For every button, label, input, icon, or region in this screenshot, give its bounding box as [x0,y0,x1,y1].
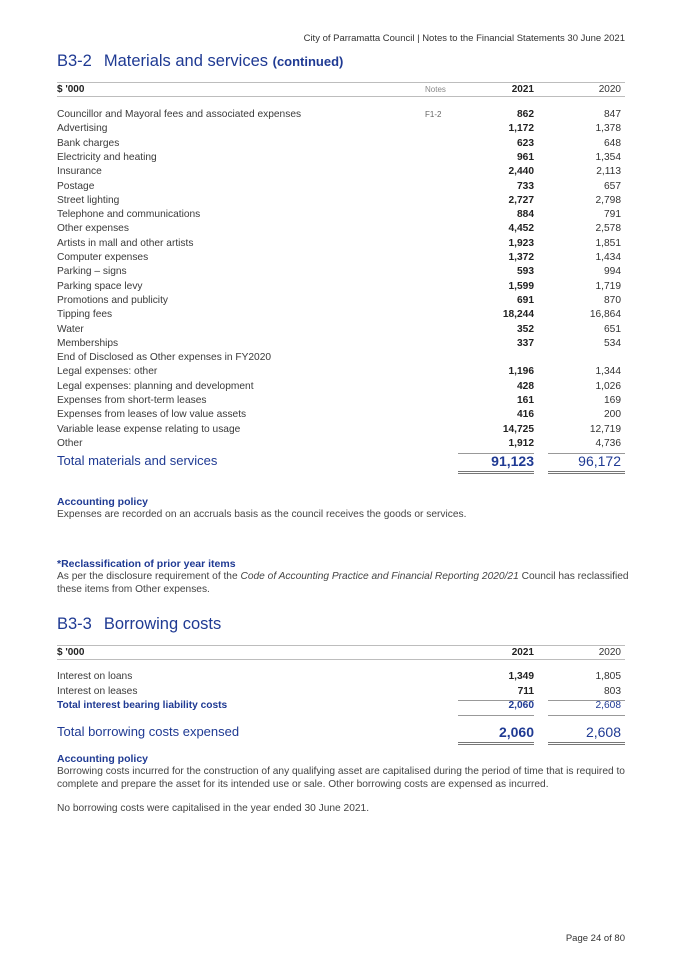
row-label: Street lighting [57,194,120,206]
table-row [57,365,625,379]
row-label: Expenses from leases of low value assets [57,409,247,421]
total-materials-row [57,453,625,471]
accounting-policy-text: Expenses are recorded on an accruals basis as the council receives the goods or services. [57,509,467,520]
row-label: Other [57,437,83,449]
row-label: Parking space levy [57,280,143,292]
row-value-2021: 2,440 [508,166,534,178]
subtotal-2020: 2,608 [595,700,621,711]
row-value-2020: 1,378 [595,123,621,135]
row-value-2020: 1,805 [595,671,621,682]
row-note: F1-2 [425,110,442,119]
row-label: Tipping fees [57,309,113,321]
table-row [57,308,625,322]
total-2021: 91,123 [491,453,534,469]
row-value-2021: 416 [517,409,534,421]
row-value-2021: 884 [517,209,534,221]
row-value-2020: 870 [604,294,621,306]
page-header: City of Parramatta Council | Notes to the Financial Statements 30 June 2021 [303,33,625,44]
row-label: Other expenses [57,223,129,235]
double-line-2021 [458,471,534,474]
table-row [57,394,625,408]
table-row [57,265,625,279]
double-line-2021 [458,742,534,745]
col-header-2021: 2021 [511,84,534,95]
row-value-2020: 1,851 [595,237,621,249]
total-2021: 2,060 [498,724,534,740]
table-row [57,222,625,236]
section-title-b3-3 [57,615,221,634]
col-header-2020: 2020 [598,647,621,658]
table-row [57,122,625,136]
row-label: Artists in mall and other artists [57,237,194,249]
row-value-2020: 4,736 [595,437,621,449]
row-value-2020: 534 [604,337,621,349]
table-row [57,380,625,394]
table-row [57,137,625,151]
section-title-text: Materials and services [103,52,269,70]
table-row [57,251,625,265]
row-value-2021: 161 [517,395,534,406]
row-value-2021: 1,923 [508,237,534,249]
row-label: Advertising [57,123,108,135]
table-row [57,670,625,684]
sum-line-2021 [458,715,534,716]
col-header-notes: Notes [425,85,446,94]
row-value-2020: 648 [604,137,621,149]
row-value-2021: 1,372 [508,252,534,263]
sum-line-2020 [548,715,625,716]
table-row [57,194,625,208]
row-label: Memberships [57,337,119,349]
row-label: Telephone and communications [57,209,201,221]
table-row [57,351,625,365]
table-header-b3-3 [57,645,625,660]
col-header-unit: $ '000 [57,84,85,95]
subtotal-label: Total interest bearing liability costs [57,700,228,711]
table-row [57,180,625,194]
row-value-2020: 200 [604,409,621,421]
row-value-2020: 657 [604,180,621,192]
table-row [57,408,625,422]
section-title-b3-2 [57,52,343,71]
row-value-2021: 4,452 [508,223,534,235]
row-value-2020: 12,719 [589,423,621,435]
row-label: Bank charges [57,137,120,149]
row-label: Interest on loans [57,671,133,682]
table-row [57,237,625,251]
reclassification-text [57,570,629,596]
row-value-2021: 428 [517,380,534,392]
total-label: Total materials and services [57,453,218,468]
col-header-unit: $ '000 [57,647,85,658]
row-value-2021: 14,725 [502,423,534,435]
row-label: Computer expenses [57,252,149,263]
total-borrowing-row [57,724,625,742]
row-value-2021: 593 [517,266,534,278]
row-value-2020: 847 [604,109,621,120]
row-value-2021: 691 [517,294,534,306]
row-value-2021: 2,727 [508,194,534,206]
row-value-2020: 791 [604,209,621,221]
row-label: Electricity and heating [57,151,157,163]
reclassification-heading: *Reclassification of prior year items [57,558,236,570]
row-label: Interest on leases [57,685,138,697]
reclass-text-post: Council has reclassified these items from Other expenses. [57,571,629,595]
row-value-2020: 16,864 [589,309,621,321]
row-value-2020: 1,354 [595,151,621,163]
row-value-2021: 337 [517,337,534,349]
row-label: Expenses from short-term leases [57,395,207,406]
row-label: Legal expenses: planning and development [57,380,254,392]
row-label: Promotions and publicity [57,294,168,306]
row-value-2021: 623 [517,137,534,149]
row-value-2021: 733 [517,180,534,192]
table-row [57,437,625,451]
row-label: Parking – signs [57,266,127,278]
row-value-2020: 1,344 [595,366,621,378]
row-label: End of Disclosed as Other expenses in FY2020 [57,352,272,364]
table-header-b3-2 [57,82,625,97]
row-value-2020: 169 [604,395,621,406]
capitalisation-note: No borrowing costs were capitalised in the year ended 30 June 2021. [57,803,370,814]
total-2020: 2,608 [585,724,621,740]
row-value-2020: 803 [604,685,621,697]
accounting-policy-heading: Accounting policy [57,753,149,765]
section-number: B3-2 [57,52,92,70]
reclass-text-italic: Code of Accounting Practice and Financial Reporting 2020/21 [240,571,519,582]
row-value-2021: 711 [517,685,534,697]
row-label: Insurance [57,166,102,178]
table-row [57,685,625,699]
table-row [57,323,625,337]
row-value-2020: 1,719 [595,280,621,292]
accounting-policy-text: Borrowing costs incurred for the construction of any qualifying asset are capitalised during the period of time that is required to complete and prepare the asset for its intended use or sale. Other borrowing costs are expensed as incurred. [57,766,625,790]
table-row [57,165,625,179]
row-value-2020: 1,026 [595,380,621,392]
row-value-2021: 1,196 [508,366,534,378]
row-value-2021: 352 [517,323,534,335]
double-line-2020 [548,471,625,474]
row-value-2020: 1,434 [595,252,621,263]
section-number: B3-3 [57,615,92,633]
row-label: Variable lease expense relating to usage [57,423,241,435]
total-2020: 96,172 [578,453,621,469]
table-row [57,208,625,222]
col-header-2021: 2021 [511,647,534,658]
row-value-2020: 994 [604,266,621,278]
row-value-2020: 2,578 [595,223,621,235]
continued-label: (continued) [272,54,344,69]
row-label: Legal expenses: other [57,366,158,378]
row-label: Councillor and Mayoral fees and associated expenses [57,109,302,120]
row-value-2021: 18,244 [502,309,534,321]
table-row [57,337,625,351]
row-value-2020: 2,798 [595,194,621,206]
table-row [57,423,625,437]
table-row [57,294,625,308]
page-number: Page 24 of 80 [565,933,625,944]
row-value-2021: 1,599 [508,280,534,292]
accounting-policy-heading: Accounting policy [57,496,149,508]
row-label: Postage [57,180,95,192]
total-label: Total borrowing costs expensed [57,724,240,739]
row-value-2021: 1,349 [508,671,534,682]
subtotal-interest-row [57,699,625,713]
row-value-2021: 961 [517,151,534,163]
double-line-2020 [548,742,625,745]
table-row [57,108,625,122]
table-row [57,151,625,165]
row-value-2020: 2,113 [596,166,621,178]
col-header-2020: 2020 [598,84,621,95]
row-value-2021: 1,172 [508,123,534,135]
reclass-text-pre: As per the disclosure requirement of the [57,571,241,582]
row-value-2020: 651 [604,323,621,335]
section-title-text: Borrowing costs [103,615,222,633]
row-label: Water [57,323,84,335]
table-row [57,280,625,294]
subtotal-2021: 2,060 [508,700,534,711]
row-value-2021: 862 [517,109,534,120]
row-value-2021: 1,912 [508,437,534,449]
